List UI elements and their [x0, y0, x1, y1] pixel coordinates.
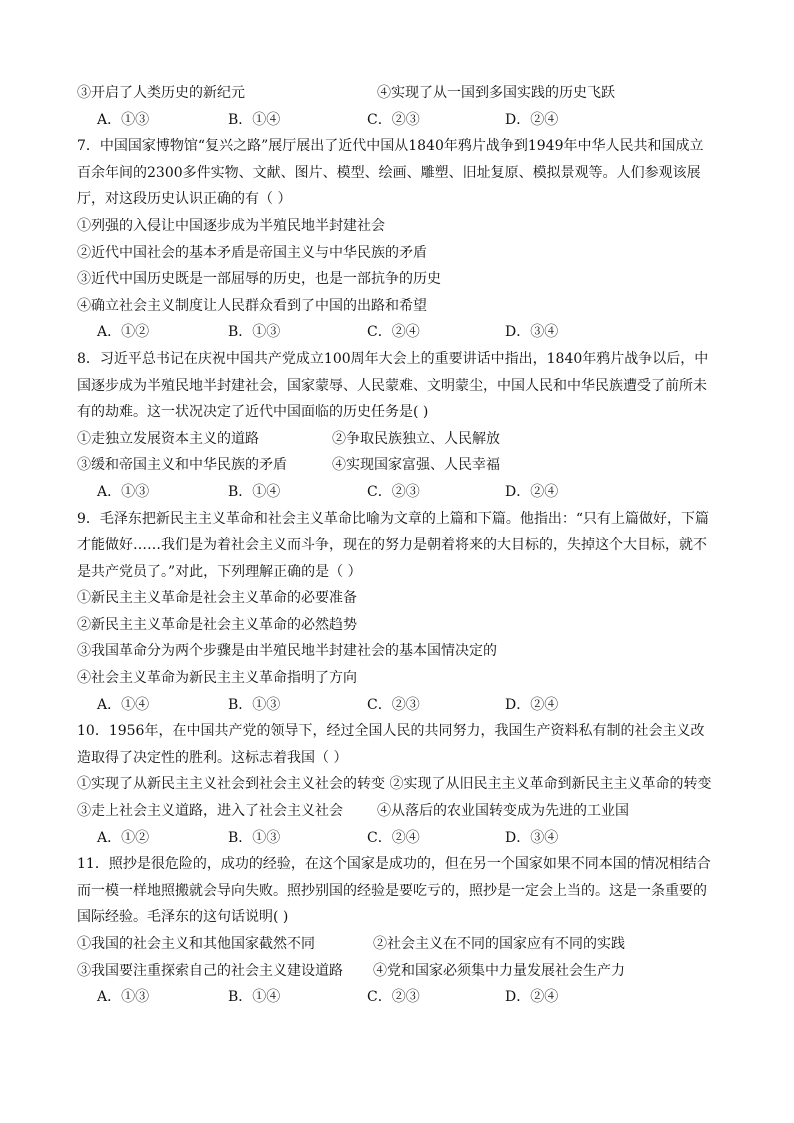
q8-answer-c: C．②③: [367, 483, 420, 500]
q7-option-1: ①列强的入侵让中国逐步成为半殖民地半封建社会: [77, 217, 385, 234]
q8-options-row-1: [77, 426, 717, 453]
q9-option-4: ④社会主义革命为新民主主义革命指明了方向: [77, 670, 357, 687]
q9-option-3: ③我国革命分为两个步骤是由半殖民地半封建社会的基本国情决定的: [77, 643, 497, 660]
q11-stem: 11．照抄是很危险的，成功的经验，在这个国家是成功的，但在另一个国家如果不同本国的情况相结合而一模一样地照搬就会导向失败。照抄别国的经验是要吃亏的，照抄是一定会上当的。这是一条重要的国际经验。毛泽东的这句话说明( ): [77, 856, 711, 926]
q6-answer-a: A．①③: [97, 111, 150, 128]
q10-answers: [77, 825, 717, 852]
q6-answer-b: B．①④: [228, 111, 281, 128]
q8-option-2: ②争取民族独立、人民解放: [332, 430, 500, 447]
q8-answer-a: A．①③: [97, 483, 150, 500]
q9-answers: [77, 692, 717, 719]
q9-answer-c: C．②③: [367, 696, 420, 713]
q9-answer-b: B．①③: [228, 696, 281, 713]
q7-answer-d: D．③④: [505, 324, 559, 341]
q7-option-4: ④确立社会主义制度让人民群众看到了中国的出路和希望: [77, 297, 427, 314]
q11-answer-d: D．②④: [505, 989, 559, 1006]
q7-answer-c: C．②④: [367, 324, 420, 341]
q10-option-4: ④从落后的农业国转变成为先进的工业国: [377, 803, 629, 820]
q6-answer-c: C．②③: [367, 111, 420, 128]
q10-answer-b: B．①③: [228, 829, 281, 846]
q9-answer-a: A．①④: [97, 696, 150, 713]
q7-stem: 7．中国国家博物馆“复兴之路”展厅展出了近代中国从1840年鸦片战争到1949年中华人民共和国成立百余年间的2300多件实物、文献、图片、模型、绘画、雕塑、旧址复原、模拟景观等。人们参观该展厅，对这段历史认识正确的有（ ）: [77, 138, 704, 208]
q8-option-3: ③缓和帝国主义和中华民族的矛盾: [77, 457, 287, 474]
q6-answers: [77, 107, 717, 134]
q11-answer-b: B．①④: [228, 989, 281, 1006]
q7-answer-a: A．①②: [97, 324, 150, 341]
q9-option-2: ②新民主主义革命是社会主义革命的必然趋势: [77, 616, 357, 633]
q7-option-3: ③近代中国历史既是一部屈辱的历史，也是一部抗争的历史: [77, 271, 441, 288]
q11-option-1: ①我国的社会主义和其他国家截然不同: [77, 936, 315, 952]
q7-answers: [77, 319, 717, 346]
q8-option-4: ④实现国家富强、人民幸福: [332, 457, 500, 474]
q9-option-1: ①新民主主义革命是社会主义革命的必要准备: [77, 590, 357, 607]
q8-stem: 8．习近平总书记在庆祝中国共产党成立100周年大会上的重要讲话中指出，1840年鸦片战争以后，中国逐步成为半殖民地半封建社会，国家蒙辱、人民蒙难、文明蒙尘，中国人民和中华民族遭受了前所未有的劫难。这一状况决定了近代中国面临的历史任务是( ): [77, 350, 709, 421]
q10-options-row-2: [77, 798, 717, 825]
q10-stem: 10．1956年，在中国共产党的领导下，经过全国人民的共同努力，我国生产资料私有制的社会主义改造取得了决定性的胜利。这标志着我国（ ）: [77, 723, 705, 766]
q7-option-2: ②近代中国社会的基本矛盾是帝国主义与中华民族的矛盾: [77, 244, 427, 261]
q8-answer-d: D．②④: [505, 483, 559, 500]
q9-stem: 9．毛泽东把新民主主义革命和社会主义革命比喻为文章的上篇和下篇。他指出：“只有上篇做好，下篇才能做好……我们是为着社会主义而斗争，现在的努力是朝着将来的大目标的，失掉这个大目标，就不是共产党员了。”对此，下列理解正确的是（ ）: [77, 510, 710, 580]
q8-answers: [77, 479, 717, 506]
q10-answer-a: A．①②: [97, 829, 150, 846]
q6-option-3: ③开启了人类历史的新纪元: [77, 85, 245, 101]
q10-answer-c: C．②④: [367, 829, 420, 846]
q7-answer-b: B．①③: [228, 324, 281, 341]
question-list: [77, 80, 717, 1011]
q11-answer-c: C．②③: [367, 989, 420, 1006]
q10-option-3: ③走上社会主义道路，进入了社会主义社会: [77, 803, 343, 820]
q11-answers: [77, 984, 717, 1011]
q8-answer-b: B．①④: [228, 483, 281, 500]
q10-answer-d: D．③④: [505, 829, 559, 846]
q9-answer-d: D．②④: [505, 696, 559, 713]
q11-answer-a: A．①③: [97, 989, 150, 1006]
q8-option-1: ①走独立发展资本主义的道路: [77, 430, 259, 447]
q11-options-row-2: [77, 958, 717, 985]
q6-option-4: ④实现了从一国到多国实践的历史飞跃: [377, 85, 615, 101]
q11-option-3: ③我国要注重探索自己的社会主义建设道路: [77, 962, 343, 979]
q6-options-row: [77, 80, 717, 107]
q11-option-2: ②社会主义在不同的国家应有不同的实践: [373, 936, 625, 952]
q8-options-row-2: [77, 452, 717, 479]
q6-answer-d: D．②④: [505, 111, 559, 128]
q11-options-row-1: [77, 931, 717, 958]
q10-options-1-2: ①实现了从新民主主义社会到社会主义社会的转变 ②实现了从旧民主主义革命到新民主主义革命的转变: [77, 776, 712, 793]
q11-option-4: ④党和国家必须集中力量发展社会生产力: [373, 962, 625, 979]
